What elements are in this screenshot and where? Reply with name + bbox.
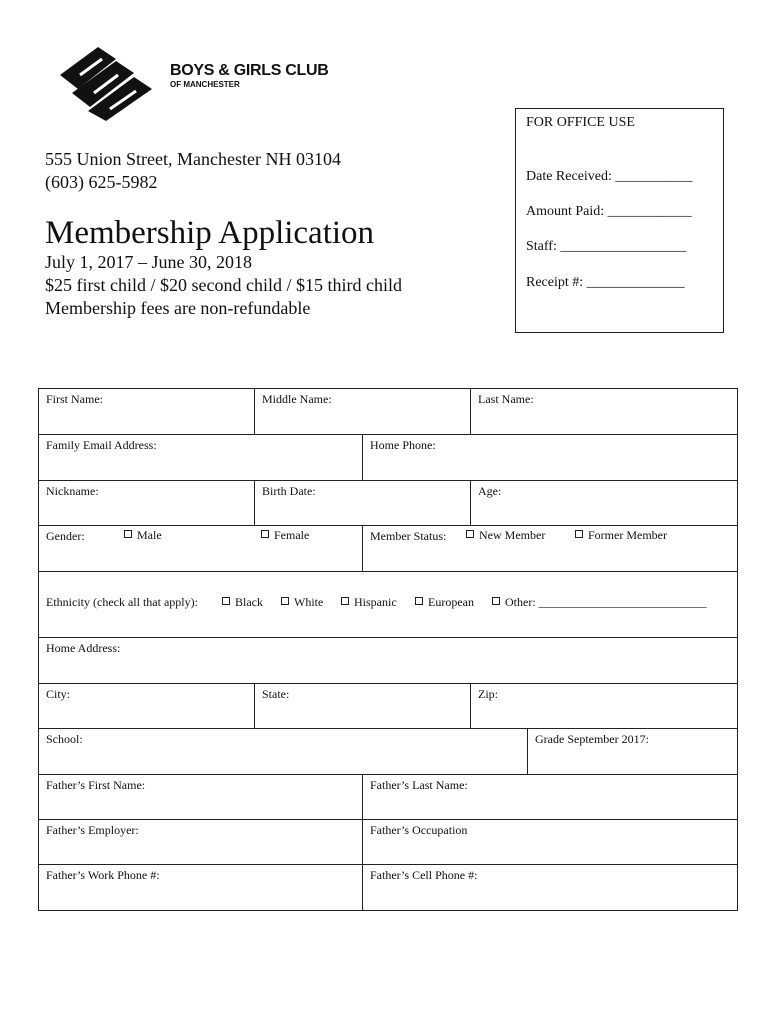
club-phone: (603) 625-5982 [45, 172, 158, 192]
father-first-name-field[interactable] [38, 774, 363, 820]
father-employer-field[interactable] [38, 819, 363, 865]
amount-paid-field[interactable]: Amount Paid: ____________ [526, 204, 692, 219]
street-address: 555 Union Street, Manchester NH 03104 [45, 149, 341, 169]
father-occupation-field[interactable] [362, 819, 738, 865]
ethnicity-black-option[interactable] [222, 595, 263, 610]
club-address [45, 148, 341, 194]
zip-label: Zip: [478, 687, 498, 701]
membership-details [45, 251, 402, 320]
home-address-label: Home Address: [46, 641, 121, 655]
checkbox-icon[interactable] [341, 597, 349, 605]
ethnicity-other-option[interactable] [492, 595, 707, 610]
father-last-name-label: Father’s Last Name: [370, 778, 468, 792]
member-status-cell [362, 525, 738, 572]
birth-date-field[interactable] [254, 480, 471, 526]
checkbox-icon[interactable] [222, 597, 230, 605]
ethnicity-hispanic-label: Hispanic [354, 595, 397, 609]
city-label: City: [46, 687, 71, 701]
first-name-label: First Name: [46, 392, 103, 406]
family-email-label: Family Email Address: [46, 438, 157, 452]
middle-name-field[interactable] [254, 388, 471, 435]
father-work-phone-label: Father’s Work Phone #: [46, 868, 160, 882]
father-work-phone-field[interactable] [38, 864, 363, 911]
checkbox-icon[interactable] [492, 597, 500, 605]
ethnicity-white-label: White [294, 595, 324, 609]
grade-label: Grade September 2017: [535, 732, 649, 746]
checkbox-icon[interactable] [415, 597, 423, 605]
ethnicity-european-label: European [428, 595, 474, 609]
gender-female-option[interactable] [261, 528, 309, 543]
ethnicity-white-option[interactable] [281, 595, 323, 610]
date-received-field[interactable]: Date Received: ___________ [526, 169, 693, 184]
page-title: Membership Application [45, 215, 375, 251]
logo-subname: OF MANCHESTER [170, 80, 240, 89]
ethnicity-european-option[interactable] [415, 595, 474, 610]
receipt-field[interactable]: Receipt #: ______________ [526, 275, 685, 290]
gender-label: Gender: [46, 529, 85, 543]
home-phone-label: Home Phone: [370, 438, 436, 452]
ethnicity-label: Ethnicity (check all that apply): [46, 595, 198, 609]
checkbox-icon[interactable] [466, 530, 474, 538]
ethnicity-hispanic-option[interactable] [341, 595, 397, 610]
status-new-option[interactable] [466, 528, 545, 543]
checkbox-icon[interactable] [575, 530, 583, 538]
birth-date-label: Birth Date: [262, 484, 316, 498]
state-field[interactable] [254, 683, 471, 729]
middle-name-label: Middle Name: [262, 392, 332, 406]
nickname-label: Nickname: [46, 484, 99, 498]
last-name-field[interactable] [470, 388, 738, 435]
ethnicity-other-label: Other: ____________________________ [505, 595, 707, 609]
state-label: State: [262, 687, 290, 701]
father-cell-phone-label: Father’s Cell Phone #: [370, 868, 478, 882]
grade-field[interactable] [527, 728, 738, 775]
first-name-field[interactable] [38, 388, 255, 435]
staff-field[interactable]: Staff: __________________ [526, 239, 687, 254]
membership-dates: July 1, 2017 – June 30, 2018 [45, 252, 252, 272]
status-former-option[interactable] [575, 528, 667, 543]
gender-female-label: Female [274, 528, 310, 542]
gender-cell [38, 525, 363, 572]
father-first-name-label: Father’s First Name: [46, 778, 146, 792]
family-email-field[interactable] [38, 434, 363, 481]
ethnicity-black-label: Black [235, 595, 263, 609]
father-last-name-field[interactable] [362, 774, 738, 820]
zip-field[interactable] [470, 683, 738, 729]
city-field[interactable] [38, 683, 255, 729]
membership-fees: $25 first child / $20 second child / $15 third child [45, 275, 402, 295]
logo-name: BOYS & GIRLS CLUB [170, 62, 329, 79]
school-label: School: [46, 732, 83, 746]
home-address-field[interactable] [38, 637, 738, 684]
father-cell-phone-field[interactable] [362, 864, 738, 911]
age-field[interactable] [470, 480, 738, 526]
gender-male-label: Male [137, 528, 162, 542]
age-label: Age: [478, 484, 502, 498]
checkbox-icon[interactable] [124, 530, 132, 538]
office-use-box [515, 108, 724, 333]
home-phone-field[interactable] [362, 434, 738, 481]
checkbox-icon[interactable] [281, 597, 289, 605]
gender-male-option[interactable] [124, 528, 162, 543]
father-employer-label: Father’s Employer: [46, 823, 139, 837]
father-occupation-label: Father’s Occupation [370, 823, 468, 837]
refund-note: Membership fees are non-refundable [45, 298, 311, 318]
school-field[interactable] [38, 728, 528, 775]
status-new-label: New Member [479, 528, 546, 542]
office-use-heading: FOR OFFICE USE [526, 115, 635, 130]
last-name-label: Last Name: [478, 392, 534, 406]
checkbox-icon[interactable] [261, 530, 269, 538]
status-former-label: Former Member [588, 528, 667, 542]
member-status-label: Member Status: [370, 529, 447, 543]
nickname-field[interactable] [38, 480, 255, 526]
